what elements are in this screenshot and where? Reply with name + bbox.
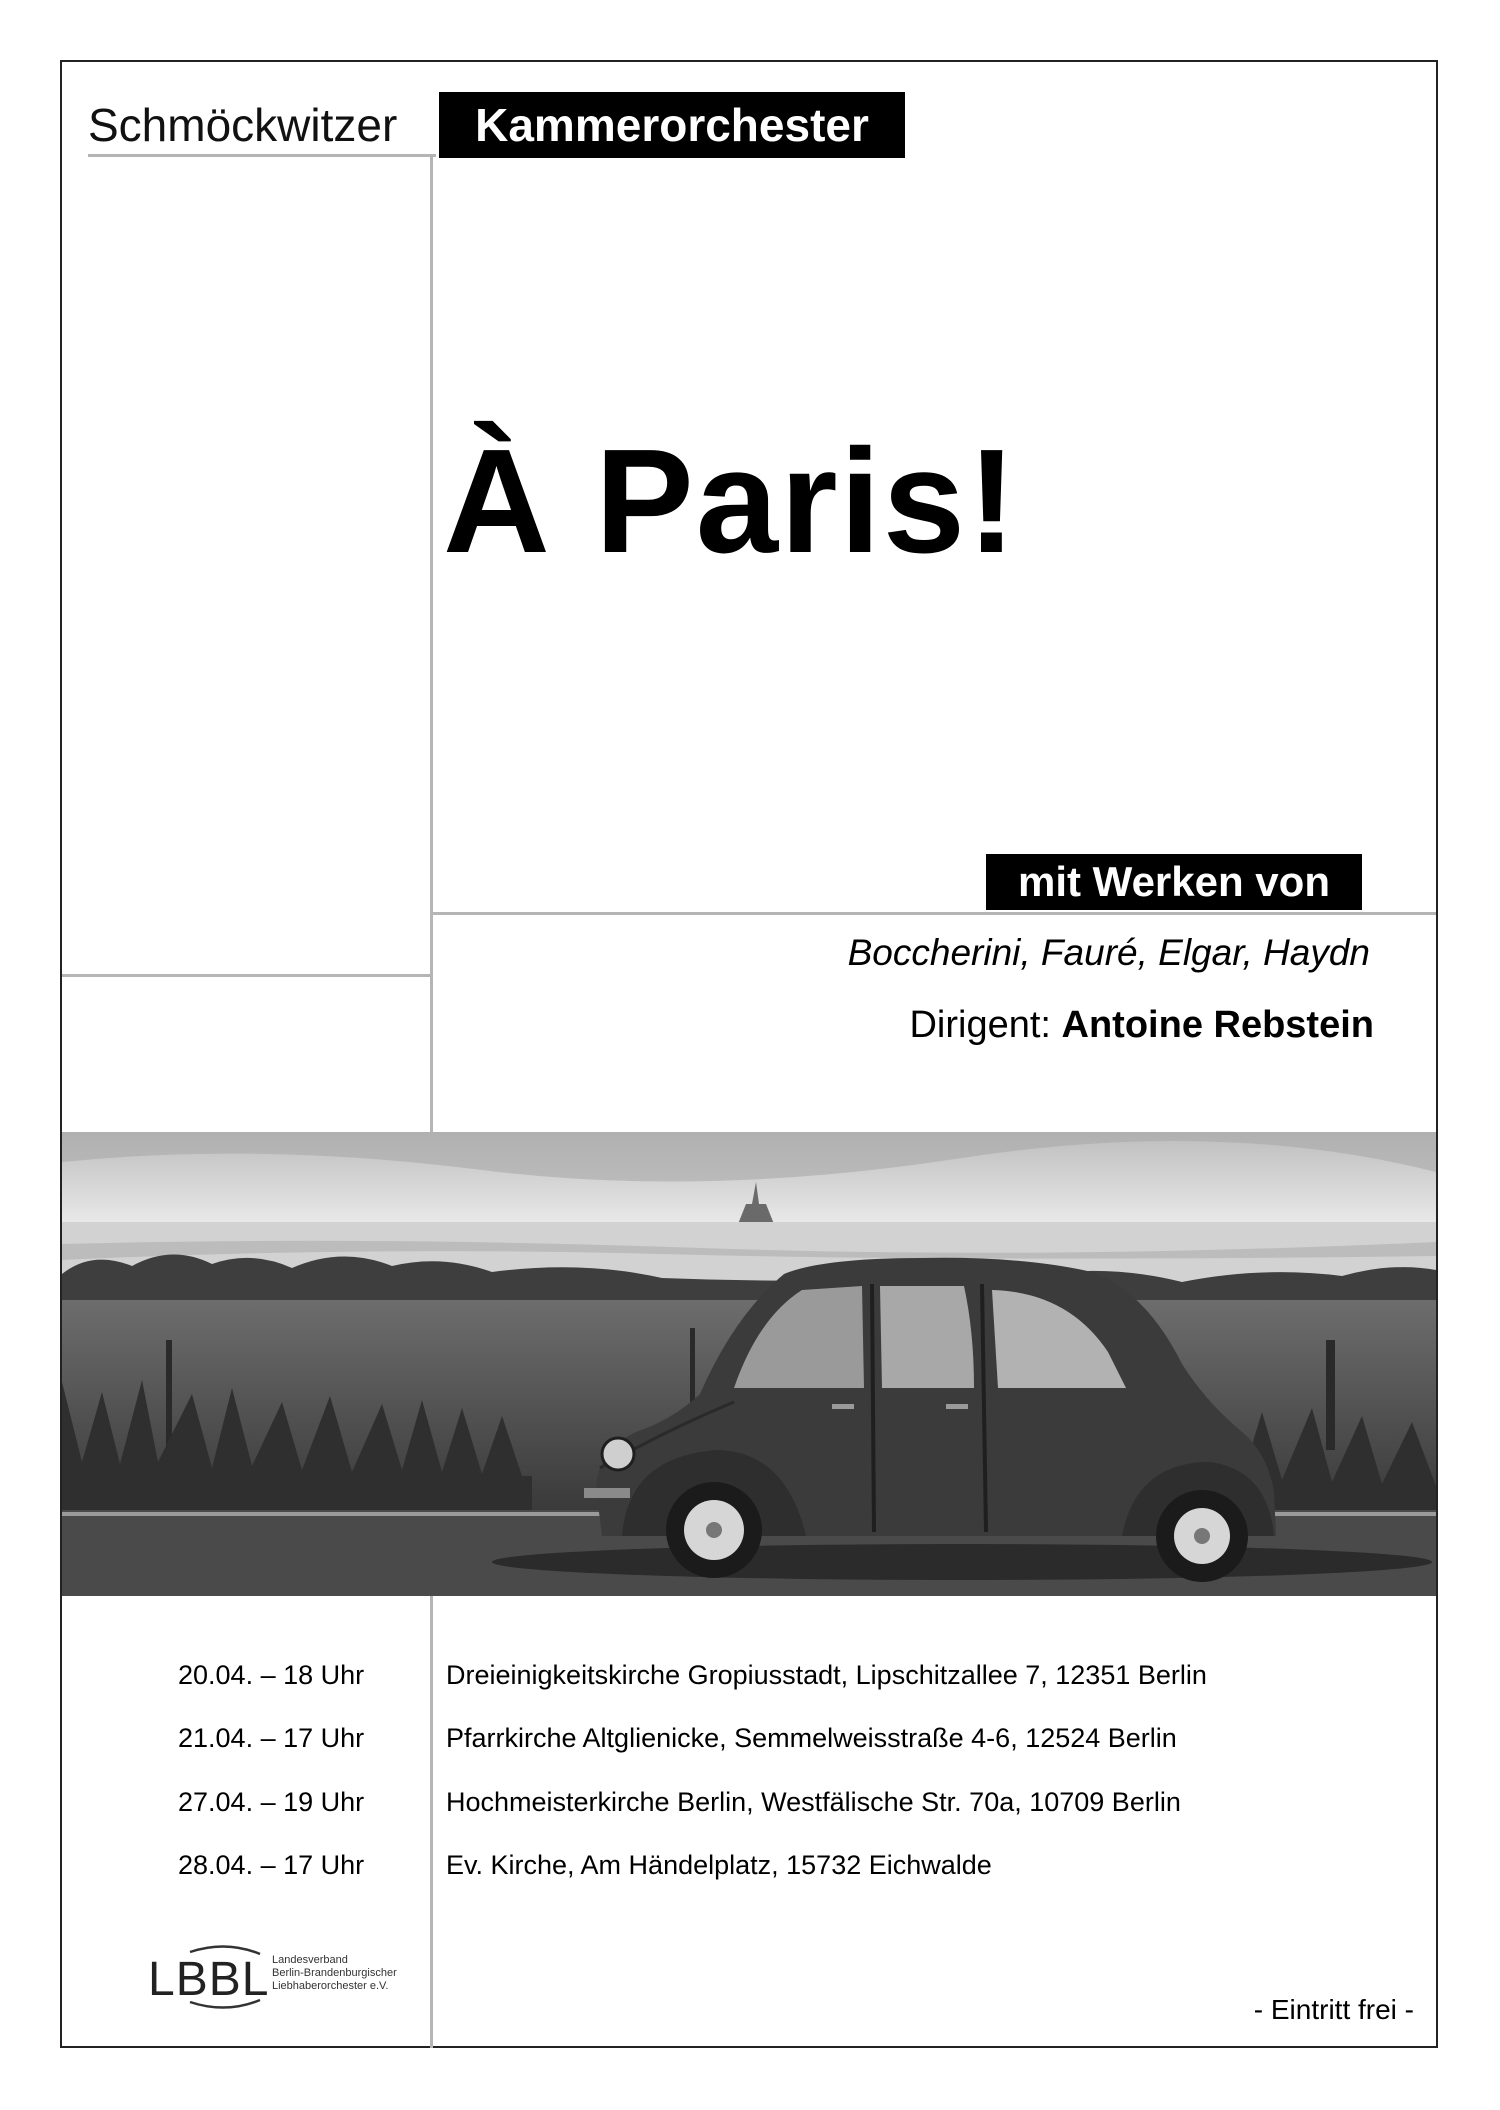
fence-post [1326, 1340, 1335, 1450]
car-photo [62, 1132, 1436, 1596]
concert-date: 20.04. – 18 Uhr [178, 1660, 365, 1690]
concert-date: 21.04. – 17 Uhr [178, 1723, 365, 1753]
car-front-hub [706, 1522, 722, 1538]
car-rear-hub [1194, 1528, 1210, 1544]
car-headlight [602, 1438, 634, 1470]
conductor-line [909, 1004, 1374, 1047]
concert-row [0, 1723, 1500, 1771]
car-rear-door-window [880, 1286, 974, 1388]
car-door-handle [832, 1404, 854, 1409]
logo-caption [272, 1954, 397, 1993]
car-door-handle [946, 1404, 968, 1409]
concert-row [0, 1850, 1500, 1898]
car-door-seam [872, 1284, 874, 1532]
logo-caption-line: Liebhaberorchester e.V. [272, 1980, 389, 1992]
conductor-name: Antoine Rebstein [1061, 1004, 1374, 1046]
car-bumper [584, 1488, 630, 1498]
concert-date: 27.04. – 19 Uhr [178, 1787, 365, 1817]
free-entry-note: - Eintritt frei - [1253, 1994, 1414, 2025]
concert-title: À Paris! [443, 419, 1019, 584]
concert-date: 28.04. – 17 Uhr [178, 1850, 365, 1880]
divider-header-underline [88, 154, 436, 157]
concert-venue: Dreieinigkeitskirche Gropiusstadt, Lipschitzallee 7, 12351 Berlin [446, 1660, 1207, 1690]
orchestra-name-light: Schmöckwitzer [88, 99, 398, 151]
composers-list: Boccherini, Fauré, Elgar, Haydn [847, 932, 1370, 973]
concert-venue: Pfarrkirche Altglienicke, Semmelweisstraße 4-6, 12524 Berlin [446, 1723, 1177, 1753]
divider-vertical-upper [430, 154, 433, 1132]
concert-row [0, 1787, 1500, 1835]
car-photo-illustration [62, 1132, 1436, 1596]
concert-row [0, 1660, 1500, 1708]
divider-works-line [433, 912, 1436, 915]
concert-venue: Ev. Kirche, Am Händelplatz, 15732 Eichwalde [446, 1850, 992, 1880]
divider-left-horizontal [62, 974, 430, 977]
works-label: mit Werken von [986, 854, 1362, 910]
orchestra-name-box: Kammerorchester [439, 92, 905, 158]
concert-venue: Hochmeisterkirche Berlin, Westfälische Str. 70a, 10709 Berlin [446, 1787, 1181, 1817]
logo-caption-line: Landesverband [272, 1954, 348, 1966]
logo-caption-line: Berlin-Brandenburgischer [272, 1967, 397, 1979]
car-shadow [492, 1544, 1432, 1580]
logo-mark: LBBL [148, 1953, 270, 2006]
conductor-label: Dirigent: [909, 1004, 1051, 1046]
